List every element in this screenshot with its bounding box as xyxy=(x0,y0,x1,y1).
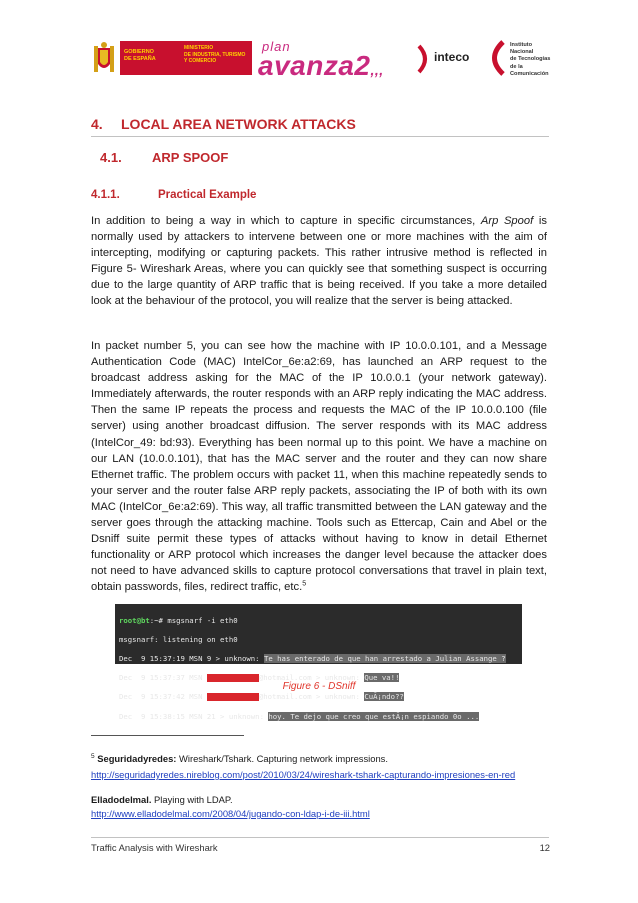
footnote-1-title: Seguridadyredes: xyxy=(97,753,177,765)
ministry-line2: DE INDUSTRIA, TURISMO xyxy=(184,51,246,58)
prompt-user: root@bt xyxy=(119,615,150,625)
line5-prefix: Dec 9 15:37:42 MSN xyxy=(119,692,207,702)
footnote-1-text: Wireshark/Tshark. Capturing network impressions. xyxy=(176,753,388,765)
p1-text-b: is normally used by attackers to intervene between one or more machines with the aim of intercepting, modifying or capturing packets. This rather intrusive method is reflected in Figure 5- Wireshark Areas, where you can quickly see that something suspect is occurring due to the large quantity of ARP traffic that is being received. If you take a more detailed look at the behaviour of the protocol, you will realize that the server is being attacked. xyxy=(91,215,547,308)
line3-message: Te has enterado de que han arrestado a Julian Assange ? xyxy=(263,653,506,663)
header-logos xyxy=(86,38,556,84)
footnote-2-url-line xyxy=(91,808,370,819)
gobierno-logo xyxy=(120,41,180,75)
gov-line1: GOBIERNO xyxy=(124,49,154,55)
terminal-line-5 xyxy=(119,692,518,702)
section-number: 4. xyxy=(91,116,103,132)
footer-divider xyxy=(91,837,549,838)
gov-line2: DE ESPAÑA xyxy=(124,55,156,62)
redacted-email xyxy=(207,693,259,701)
line4-message: Que va!! xyxy=(364,673,400,683)
subsection-title: ARP SPOOF xyxy=(152,150,229,165)
line3-prefix: Dec 9 15:37:19 MSN 9 > unknown: xyxy=(119,653,264,663)
p2-text: In packet number 5, you can see how the machine with IP 10.0.0.101, and a Message Authentication Code (MAC) IntelCor_6e:a2:69, has launched an ARP request to the broadcast address asking for the MAC of the IP 10.0.0.1 (your network gateway). Immediately afterwards, the router responds with an ARP reply indicating the MAC address. Then the same IP repeats the process and requests the MAC of the IP 10.0.0.100 (file server) using another broadcast diffusion. The server responds with its MAC address (IntelCor_49: bd:93). Everything has been normal up to this point. We have a machine on our LAN (10.0.0.101), that has the MAC server and the router and they can now share Ethernet traffic. The problem occurs with packet 11, when this machine repeatedly sends to your server and the router false ARP reply packets, associating the IP of both with its own MAC (IntelCor_6e:a2:69). This way, all traffic transmitted between the LAN gateway and the server goes through the attacking machine. Tools such as Ettercap, Cain and Abel or the Dsniff suite permit these types of attacks without having to know in detail Ethernet functionality or ARP protocol which increases the danger level because the attacker does not need to have advanced skills to capture protocol conversations that travel in plain text, obtain passwords, files, redirect traffic, etc. xyxy=(91,340,547,594)
line5-mid: @hotmail.com > unknown: xyxy=(258,692,365,702)
inteco-logo: inteco xyxy=(434,50,470,64)
line6-prefix: Dec 9 15:38:15 MSN 21 > unknown: xyxy=(119,711,269,721)
footnote-2 xyxy=(91,794,233,805)
institute-line2: de Tecnologías xyxy=(510,56,551,63)
p1-emphasis: Arp Spoof xyxy=(480,215,534,227)
ministry-logo xyxy=(180,41,252,75)
avanza-word: avanza2 xyxy=(258,50,371,81)
institute-bracket-icon xyxy=(484,40,506,76)
terminal-line-1 xyxy=(119,616,518,626)
subsubsection-number: 4.1.1. xyxy=(91,189,120,201)
terminal-line-6 xyxy=(119,712,518,722)
footnote-2-title: Elladodelmal. xyxy=(91,794,152,805)
footnote-1-number: 5 xyxy=(91,753,95,760)
section-title: LOCAL AREA NETWORK ATTACKS xyxy=(121,116,356,132)
subsubsection-title: Practical Example xyxy=(158,189,257,201)
footnote-2-link[interactable]: http://www.elladodelmal.com/2008/04/jugando-con-ldap-i-de-iii.html xyxy=(91,808,370,819)
terminal-line-2: msgsnarf: listening on eth0 xyxy=(119,634,238,644)
institute-line3: de la Comunicación xyxy=(510,63,549,77)
page-number: 12 xyxy=(539,842,550,853)
inteco-bracket-icon xyxy=(416,44,432,74)
line5-message: CuÃ¡ndo?? xyxy=(364,692,404,702)
avanza-logo xyxy=(258,50,384,82)
line4-prefix: Dec 9 15:37:37 MSN xyxy=(119,673,207,683)
line4-mid: @hotmail.com > unknown: xyxy=(258,673,365,683)
p1-text-a: In addition to being a way in which to capture in specific circumstances, xyxy=(91,215,481,227)
line6-message: hoy. Te dejo que creo que estÃ¡n espiando 0o ... xyxy=(268,711,480,721)
footnote-1-link[interactable]: http://seguridadyredes.nireblog.com/post/2010/03/24/wireshark-tshark-capturando-impresiones-en-red xyxy=(91,769,516,780)
prompt-command: :~# msgsnarf -i eth0 xyxy=(149,615,238,625)
footnote-divider xyxy=(91,735,244,736)
institute-line1: Instituto Nacional xyxy=(510,42,534,56)
footnote-1-url-line xyxy=(91,769,515,780)
footnote-2-text: Playing with LDAP. xyxy=(151,794,233,805)
subsection-number: 4.1. xyxy=(100,150,122,165)
avanza-suffix: ,,, xyxy=(370,62,384,78)
footnote-1 xyxy=(91,753,388,764)
plan-word: plan xyxy=(262,39,291,54)
footnote-ref-5[interactable]: 5 xyxy=(302,580,307,588)
spain-coat-of-arms-icon xyxy=(92,40,116,76)
paragraph-2 xyxy=(91,338,547,596)
paragraph-1 xyxy=(91,213,547,310)
footer-title: Traffic Analysis with Wireshark xyxy=(91,842,218,853)
terminal-line-3 xyxy=(119,654,518,664)
ministry-line1: MINISTERIO xyxy=(184,45,214,51)
figure-caption: Figure 6 - DSniff xyxy=(282,681,356,692)
section-divider xyxy=(91,136,549,137)
institute-logo-text xyxy=(510,42,556,78)
ministry-line3: Y COMERCIO xyxy=(184,58,217,64)
